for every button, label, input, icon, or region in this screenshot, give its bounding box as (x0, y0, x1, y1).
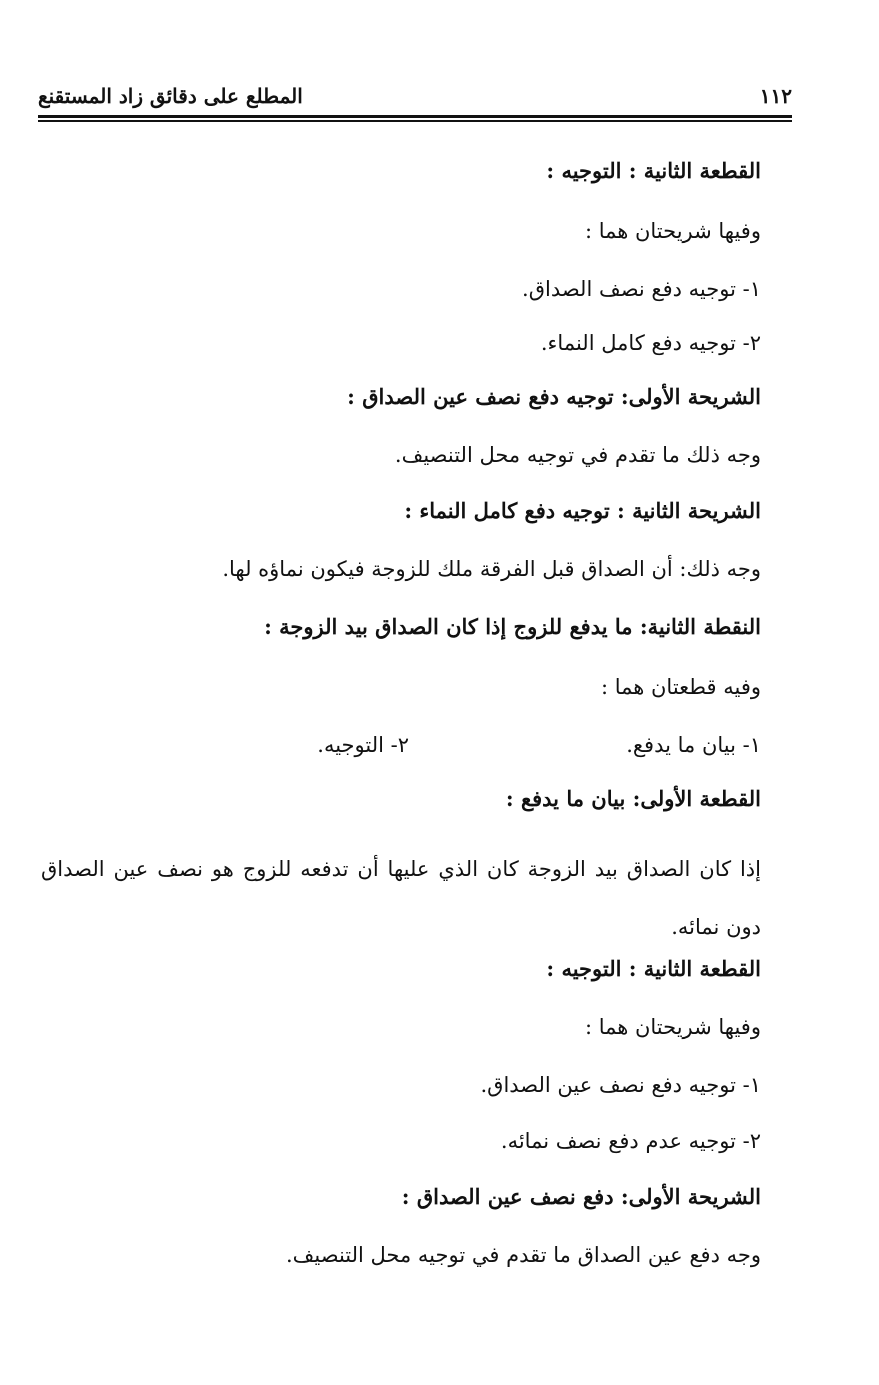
heading-point-two: النقطة الثانية: ما يدفع للزوج إذا كان الصداق بيد الزوجة : (264, 614, 761, 639)
list-item: ٢- توجيه عدم دفع نصف نمائه. (500, 1129, 761, 1153)
header-rule-thick (38, 115, 792, 118)
heading-slice-one: الشريحة الأولى: توجيه دفع نصف عين الصداق : (347, 384, 761, 409)
heading-slice-two: الشريحة الثانية : توجيه دفع كامل النماء : (404, 498, 761, 523)
book-title: المطلع على دقائق زاد المستقنع (38, 84, 303, 108)
list-item: ١- بيان ما يدفع. (626, 733, 761, 757)
paragraph-line: وجه دفع عين الصداق ما تقدم في توجيه محل التنصيف. (285, 1243, 761, 1267)
list-item: ٢- التوجيه. (317, 733, 409, 757)
page-header (38, 84, 792, 110)
list-item: ١- توجيه دفع نصف الصداق. (522, 277, 761, 301)
page-number: ١١٢ (759, 84, 792, 108)
heading-section-guidance: القطعة الثانية : التوجيه : (546, 158, 761, 183)
heading-section-guidance: القطعة الثانية : التوجيه : (546, 956, 761, 981)
paragraph-block: إذا كان الصداق بيد الزوجة كان الذي عليها أن تدفعه للزوج هو نصف عين الصداق دون نمائه. (41, 857, 761, 939)
heading-slice-one: الشريحة الأولى: دفع نصف عين الصداق : (401, 1184, 761, 1209)
list-item: ٢- توجيه دفع كامل النماء. (540, 331, 761, 355)
paragraph-line: وفيه قطعتان هما : (600, 675, 761, 699)
header-rule-thin (38, 120, 792, 122)
paragraph-line: وفيها شريحتان هما : (584, 219, 761, 243)
paragraph-line: وجه ذلك ما تقدم في توجيه محل التنصيف. (394, 443, 761, 467)
heading-section-one: القطعة الأولى: بيان ما يدفع : (505, 786, 761, 811)
paragraph-line: وجه ذلك: أن الصداق قبل الفرقة ملك للزوجة فيكون نماؤه لها. (222, 557, 761, 581)
paragraph-line: وفيها شريحتان هما : (584, 1015, 761, 1039)
list-item: ١- توجيه دفع نصف عين الصداق. (480, 1073, 761, 1097)
